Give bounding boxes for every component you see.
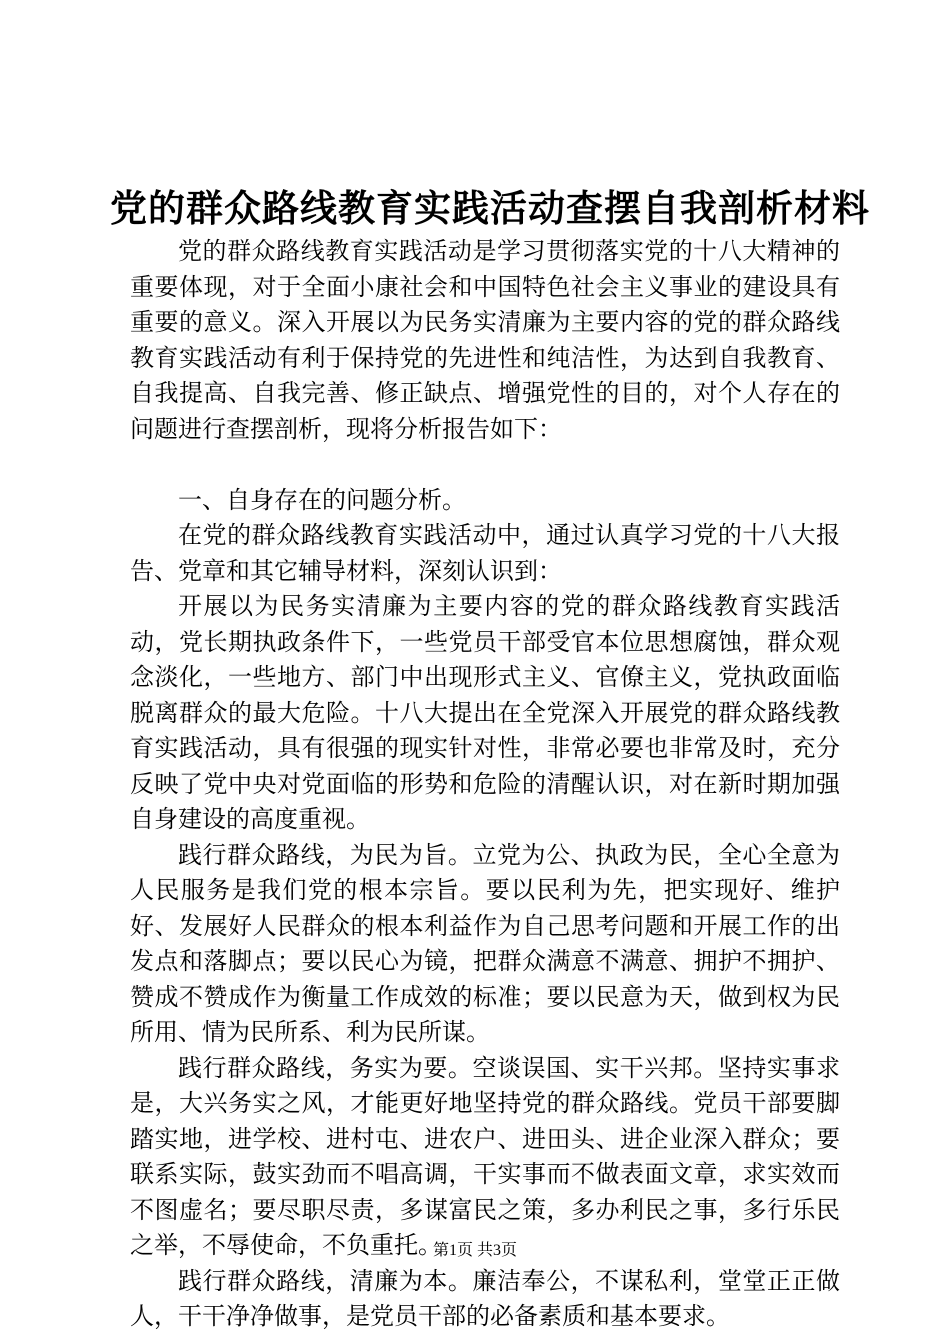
paragraph-spacer	[130, 447, 840, 483]
document-title: 党的群众路线教育实践活动查摆自我剖析材料	[110, 187, 870, 230]
body-paragraph: 践行群众路线，为民为旨。立党为公、执政为民，全心全意为人民服务是我们党的根本宗旨。要以民利为先，把实现好、维护好、发展好人民群众的根本利益作为自己思考问题和开展工作的出发点和落脚点；要以民心为镜，把群众满意不满意、拥护不拥护、赞成不赞成作为衡量工作成效的标准；要以民意为天，做到权为民所用、情为民所系、利为民所谋。	[130, 840, 840, 1046]
intro-paragraph: 党的群众路线教育实践活动是学习贯彻落实党的十八大精神的重要体现，对于全面小康社会和中国特色社会主义事业的建设具有重要的意义。深入开展以为民务实清廉为主要内容的党的群众路线教育实践活动有利于保持党的先进性和纯洁性，为达到自我教育、自我提高、自我完善、修正缺点、增强党性的目的，对个人存在的问题进行查摆剖析，现将分析报告如下：	[130, 237, 840, 443]
body-paragraph: 在党的群众路线教育实践活动中，通过认真学习党的十八大报告、党章和其它辅导材料，深刻认识到：	[130, 521, 840, 585]
body-paragraph: 践行群众路线，务实为要。空谈误国、实干兴邦。坚持实事求是，大兴务实之风，才能更好地坚持党的群众路线。党员干部要脚踏实地，进学校、进村屯、进农户、进田头、进企业深入群众；要联系实际，鼓实劲而不唱高调，干实事而不做表面文章，求实效而不图虚名；要尽职尽责，多谋富民之策，多办利民之事，多行乐民之举，不辱使命，不负重托。	[130, 1053, 840, 1259]
document-body	[130, 234, 840, 1335]
body-paragraph: 践行群众路线，清廉为本。廉洁奉公，不谋私利，堂堂正正做人，干干净净做事，是党员干部的必备素质和基本要求。	[130, 1266, 840, 1330]
body-paragraph: 开展以为民务实清廉为主要内容的党的群众路线教育实践活动，党长期执政条件下，一些党员干部受官本位思想腐蚀，群众观念淡化，一些地方、部门中出现形式主义、官僚主义，党执政面临脱离群众的最大危险。十八大提出在全党深入开展党的群众路线教育实践活动，具有很强的现实针对性，非常必要也非常及时，充分反映了党中央对党面临的形势和危险的清醒认识，对在新时期加强自身建设的高度重视。	[130, 592, 840, 833]
section-heading: 一、自身存在的问题分析。	[178, 485, 466, 514]
page-number-footer: 第1页 共3页	[432, 1242, 517, 1259]
